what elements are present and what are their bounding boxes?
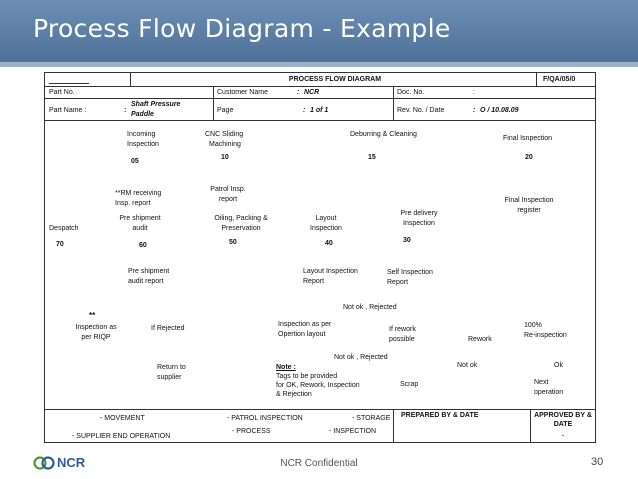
- if-rejected-label: If Rejected: [151, 325, 185, 332]
- approved-mark: .: [562, 431, 564, 438]
- step-oiling-label-2: Preservation: [221, 225, 261, 232]
- approved-by-line2: DATE: [553, 421, 573, 428]
- step-deburring-label: Deburring & Cleaning: [350, 131, 417, 138]
- doc-no-label: Doc. No.: [397, 89, 425, 96]
- customer-value: NCR: [304, 89, 320, 96]
- customer-sep: :: [297, 89, 300, 96]
- patrol-report-line1: Patrol Insp.: [210, 186, 246, 193]
- note-line2: for OK, Rework, Inspection: [276, 382, 360, 389]
- insp-riqp-line1: Inspection as: [75, 324, 117, 331]
- step-incoming-label-2: Inspection: [127, 141, 159, 148]
- legend-storage: - STORAGE: [352, 415, 391, 422]
- step-number-60: 60: [139, 242, 147, 249]
- step-number-20: 20: [525, 154, 533, 161]
- step-despatch-label: Despatch: [49, 225, 79, 232]
- step-cnc-label-2: Machining: [209, 141, 241, 148]
- step-number-40: 40: [325, 240, 333, 247]
- rev-label: Rev. No. / Date: [397, 107, 445, 114]
- legend-process: - PROCESS: [232, 428, 271, 435]
- step-number-70: 70: [56, 241, 64, 248]
- final-register-line2: register: [517, 207, 541, 214]
- legend-inspection: - INSPECTION: [329, 428, 377, 435]
- preship-report-line2: audit report: [128, 278, 164, 285]
- reinspection-line1: 100%: [524, 322, 542, 329]
- approved-by-line1: APPROVED BY &: [534, 412, 592, 419]
- note-line1: Tags to be provided: [276, 373, 338, 380]
- doc-no-value: :: [473, 89, 475, 96]
- rm-report-line2: Insp. report: [115, 200, 151, 207]
- not-ok-label: Not ok: [457, 362, 478, 369]
- rev-sep: :: [473, 107, 476, 114]
- double-star-mark: **: [89, 311, 96, 320]
- step-number-15: 15: [368, 154, 376, 161]
- insp-layout-line1: Inspection as per: [278, 321, 332, 328]
- slide-title: Process Flow Diagram - Example: [33, 14, 451, 43]
- legend-col-1: [393, 409, 394, 442]
- layout-report-line1: Layout Inspection: [303, 268, 358, 275]
- step-number-10: 10: [221, 154, 229, 161]
- next-operation-line1: Next: [534, 379, 549, 386]
- ok-label: Ok: [554, 362, 563, 369]
- rework-label: Rework: [468, 336, 492, 343]
- part-name-line2: Paddle: [131, 111, 154, 118]
- self-report-line2: Report: [387, 279, 409, 286]
- form-title: PROCESS FLOW DIAGRAM: [288, 76, 382, 83]
- legend-supplier-end: - SUPPLIER END OPERATION: [72, 433, 171, 440]
- title-divider-bar: [0, 62, 638, 67]
- step-number-50: 50: [229, 239, 237, 246]
- step-oiling-label-1: Oiling, Packing &: [214, 215, 268, 222]
- rm-report-line1: **RM receiving: [115, 190, 162, 197]
- legend-patrol: - PATROL INSPECTION: [227, 415, 303, 422]
- header-col-2: [393, 86, 394, 120]
- next-operation-line2: operation: [534, 389, 564, 396]
- insp-riqp-line2: per RIQP: [81, 334, 111, 341]
- step-preshipment-label-1: Pre shipment: [119, 215, 161, 222]
- scrap-label: Scrap: [400, 381, 419, 388]
- not-ok-rejected-2: Not ok , Rejected: [334, 354, 388, 361]
- legend-rule: [45, 409, 595, 410]
- step-incoming-label-1: Incoming: [127, 131, 156, 138]
- header-col-logo: [130, 73, 131, 86]
- rev-value: O / 10.08.09: [480, 107, 519, 114]
- return-supplier-line1: Return to: [157, 364, 186, 371]
- header-rule-1: [45, 86, 595, 87]
- header-col-code: [536, 73, 537, 86]
- header-col-1: [213, 86, 214, 120]
- step-cnc-label-1: CNC Sliding: [205, 131, 244, 138]
- if-rework-line1: If rework: [389, 326, 416, 333]
- page-value: 1 of 1: [310, 107, 329, 114]
- step-number-05: 05: [131, 158, 139, 165]
- header-rule-2: [45, 98, 595, 99]
- patrol-report-line2: report: [218, 196, 238, 203]
- doc-code: F/QA/05/0: [543, 76, 576, 83]
- return-supplier-line2: supplier: [157, 374, 182, 381]
- page-sep: :: [303, 107, 306, 114]
- final-register-line1: Final Inspection: [504, 197, 554, 204]
- header-rule-3: [45, 120, 595, 121]
- preship-report-line1: Pre shipment: [128, 268, 170, 275]
- step-predelivery-label-1: Pre delivery: [400, 210, 438, 217]
- slide-title-banner: [0, 0, 638, 62]
- page-label: Page: [217, 107, 234, 114]
- note-title: Note :: [276, 364, 296, 371]
- ncr-logo-text: NCR: [57, 455, 86, 470]
- part-no-label: Part No.: [49, 89, 75, 96]
- part-name-sep: :: [124, 107, 127, 114]
- process-flow-form: [44, 72, 596, 443]
- confidential-label: NCR Confidential: [280, 458, 358, 469]
- legend-col-2: [530, 409, 531, 442]
- reinspection-line2: Re-inspection: [524, 332, 567, 339]
- if-rework-line2: possible: [389, 336, 415, 343]
- layout-report-line2: Report: [303, 278, 325, 285]
- self-report-line1: Self Inspection: [387, 269, 433, 276]
- logo-placeholder-line: [49, 83, 89, 84]
- customer-label: Customer Name: [217, 89, 268, 96]
- note-line3: & Rejection: [276, 391, 312, 398]
- step-layout-label-1: Layout: [315, 215, 337, 222]
- page-number: 30: [591, 456, 604, 468]
- prepared-by-label: PREPARED BY & DATE: [401, 412, 479, 419]
- not-ok-rejected-1: Not ok , Rejected: [343, 304, 397, 311]
- part-name-line1: Shaft Pressure: [131, 101, 181, 108]
- insp-layout-line2: Opertion layout: [278, 331, 326, 338]
- part-name-label: Part Name :: [49, 107, 87, 114]
- step-predelivery-label-2: Inspection: [403, 220, 435, 227]
- step-final-label: Final Isnpection: [503, 135, 553, 142]
- step-layout-label-2: Inspection: [310, 225, 342, 232]
- step-preshipment-label-2: audit: [132, 225, 148, 232]
- legend-movement: - MOVEMENT: [100, 415, 145, 422]
- step-number-30: 30: [403, 237, 411, 244]
